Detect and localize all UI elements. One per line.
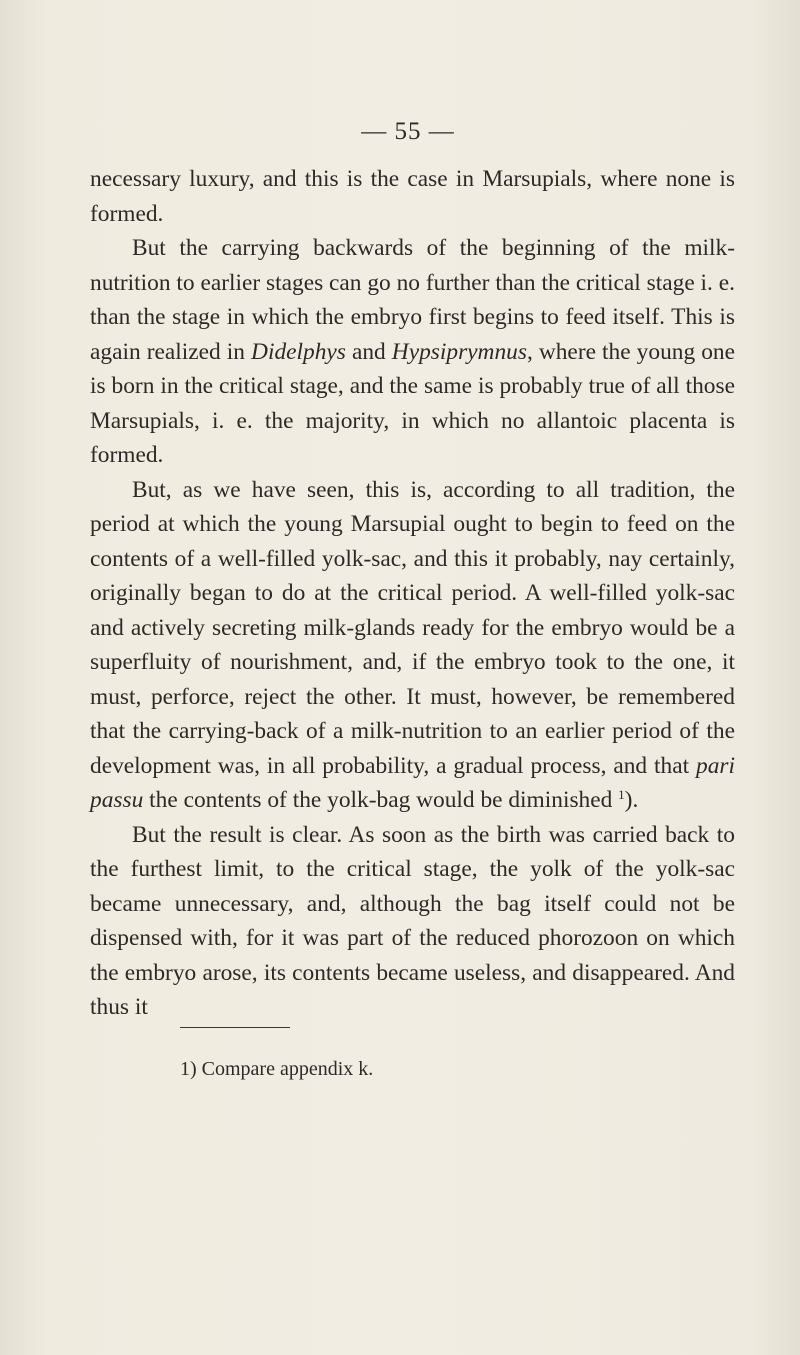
body-text (90, 162, 735, 1025)
page-number: — 55 — (361, 118, 455, 145)
footnote-marker: 1 (618, 787, 625, 802)
italic-term: Didelphys (251, 338, 346, 365)
text-segment: But the result is clear. As soon as the birth was carried back to the furthest limit, to the critical stage, the yolk of the yolk-sac became unnecessary, and, although the bag itself could not be dispensed with, for it was part of the reduced phorozoon on which the embryo arose, its contents became useless, and disappeared. And thus it (90, 821, 735, 1020)
italic-term: Hypsiprymnus (391, 338, 527, 365)
paragraph-3 (90, 473, 735, 818)
text-segment: But the carrying backwards of the beginning of the milk-nutrition to earlier stages can go no further than the critical stage i. e. than the stage in which the embryo first begins to feed itself. This is again realized in (90, 235, 735, 365)
paragraph-1 (90, 162, 735, 231)
text-segment: and (345, 338, 392, 365)
footnote: 1) Compare appendix k. (180, 1058, 374, 1080)
paragraph-2 (90, 231, 735, 473)
paragraph-4 (90, 818, 735, 1025)
text-segment: the contents of the yolk-bag would be diminished (143, 787, 619, 813)
text-segment: necessary luxury, and this is the case in Marsupials, where none is formed. (90, 166, 735, 227)
text-segment: , where the young one is born in the critical stage, and the same is probably true of all those Marsupials, i. e. the majority, in which no allantoic placenta is formed. (90, 338, 735, 468)
text-segment: ). (624, 787, 639, 813)
italic-term: pari passu (90, 752, 735, 813)
text-segment: But, as we have seen, this is, according to all tradition, the period at which the young Marsupial ought to begin to feed on the contents of a well-filled yolk-sac, and this it probably, nay certainly, originally began to do at the critical period. A well-filled yolk-sac and actively secreting milk-glands ready for the embryo would be a superfluity of nourishment, and, if the embryo took to the one, it must, perforce, reject the other. It must, however, be remembered that the carrying-back of a milk-nutrition to an earlier period of the development was, in all probability, a gradual process, and that (90, 476, 735, 779)
footnote-divider (180, 1027, 290, 1028)
